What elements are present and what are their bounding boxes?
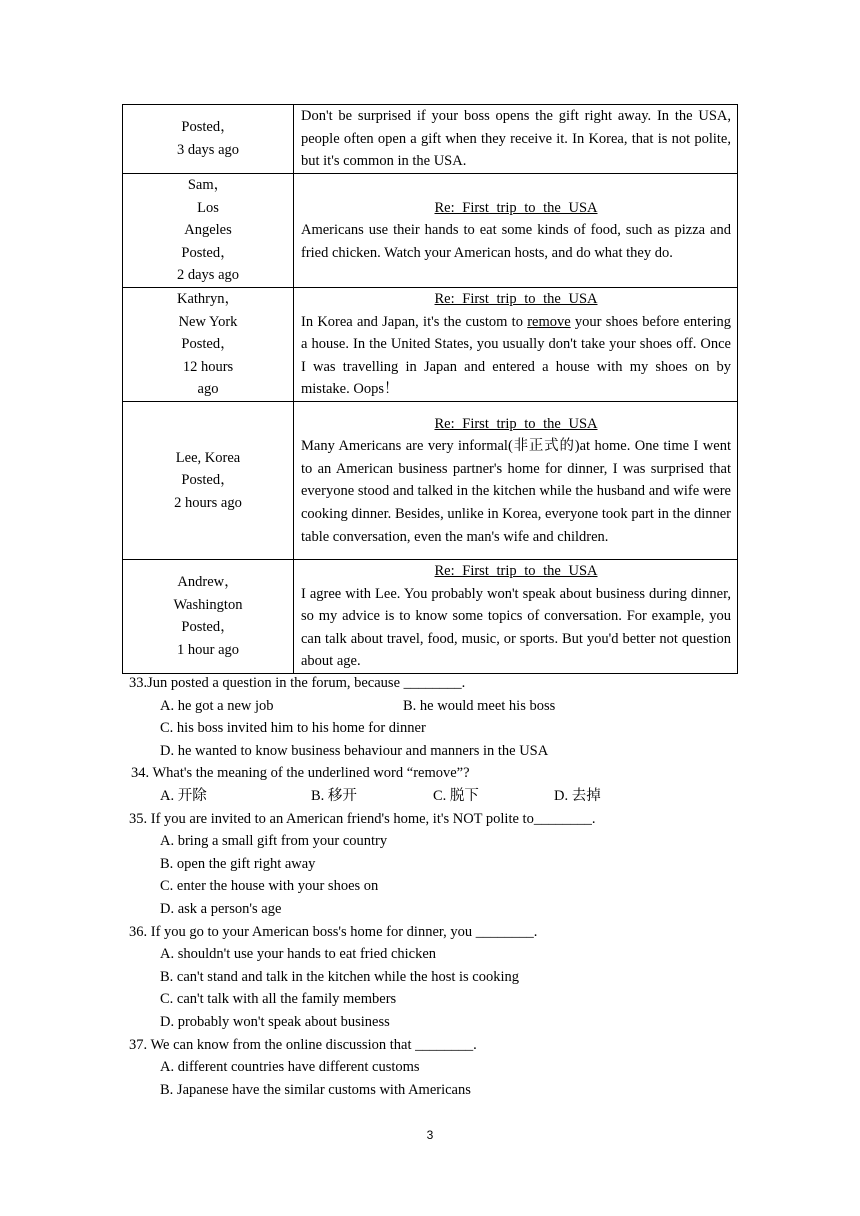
forum-post-row (123, 401, 738, 559)
post-author (123, 401, 294, 559)
option-d: D. he wanted to know business behaviour and manners in the USA (160, 742, 549, 759)
author-line: Posted， (181, 619, 235, 636)
post-text (301, 311, 731, 401)
author-line: 12 hours (182, 358, 234, 375)
forum-post-row (123, 174, 738, 288)
option-a: A. shouldn't use your hands to eat fried chicken (160, 946, 437, 963)
option-b: B. he would meet his boss (403, 697, 556, 714)
option-row (129, 695, 749, 718)
option-c: C. can't talk with all the family members (160, 991, 397, 1008)
post-author (123, 174, 294, 288)
reply-title: Re: First trip to the USA (434, 415, 598, 432)
option-row (129, 785, 749, 808)
author-line: Washington (173, 596, 243, 613)
forum-post-row (123, 287, 738, 401)
author-line: Los (197, 199, 219, 216)
post-text-part: In Korea and Japan, it's the custom to (301, 313, 528, 330)
post-author (123, 287, 294, 401)
post-message (294, 559, 738, 673)
forum-table (122, 104, 738, 674)
author-line: Posted， (181, 336, 235, 353)
author-line: Posted， (181, 119, 235, 136)
author-line: Lee, Korea (175, 449, 241, 466)
author-line: Posted， (181, 472, 235, 489)
author-line: Andrew， (177, 574, 239, 591)
question-stem: 37. We can know from the online discussion that ________. (129, 1036, 477, 1053)
author-line: ago (197, 381, 219, 398)
author-line: 2 hours ago (174, 494, 242, 511)
author-line: 2 days ago (176, 267, 239, 284)
author-line: Angeles (184, 222, 232, 239)
page-number: 3 (426, 1128, 434, 1142)
post-text: I agree with Lee. You probably won't speak about business during dinner, so my advice is to know some topics of conversation. For example, you can talk about travel, food, music, or sports. But you'd better not question about age. (301, 585, 731, 670)
option-b: B. open the gift right away (160, 855, 316, 872)
question-stem: 35. If you are invited to an American friend's home, it's NOT polite to________. (129, 810, 596, 827)
author-line: New York (178, 313, 238, 330)
forum-post-row (123, 105, 738, 174)
option-d: D. 去掉 (554, 787, 601, 804)
post-author (123, 105, 294, 174)
post-text-part: your shoes before entering a house. In the United States, you usually don't take your shoes off. Once I was travelling in Japan and entered a house with my shoes on by mistake. Oops！ (301, 313, 731, 398)
post-text: Many Americans are very informal(非正式的)at home. One time I went to an American business partner's home for dinner, I was surprised that everyone stood and talked in the kitchen while the husband and wife were cooking dinner. Besides, unlike in Korea, everyone took part in the dinner table conversation, even the man's wife and children. (301, 438, 731, 545)
post-author (123, 559, 294, 673)
forum-post-row (123, 559, 738, 673)
option-b: B. Japanese have the similar customs with Americans (160, 1081, 471, 1098)
post-message (294, 174, 738, 288)
question-stem: 36. If you go to your American boss's home for dinner, you ________. (129, 923, 538, 940)
option-a: A. he got a new job (160, 697, 274, 714)
author-line: Posted， (181, 244, 235, 261)
option-a: A. 开除 (160, 787, 207, 804)
post-text: Don't be surprised if your boss opens the gift right away. In the USA, people often open a gift when they receive it. In Korea, that is not polite, but it's common in the USA. (301, 108, 731, 170)
option-c: C. enter the house with your shoes on (160, 878, 379, 895)
post-message (294, 105, 738, 174)
underlined-word: remove (527, 313, 571, 330)
author-line: Kathryn， (176, 290, 239, 307)
option-b: B. 移开 (311, 787, 357, 804)
reply-title: Re: First trip to the USA (434, 290, 598, 307)
option-a: A. different countries have different customs (160, 1059, 420, 1076)
reply-title: Re: First trip to the USA (434, 199, 598, 216)
option-d: D. ask a person's age (160, 900, 282, 917)
author-line: Sam， (187, 177, 229, 193)
option-c: C. 脱下 (433, 787, 479, 804)
questions-section (129, 672, 749, 1101)
author-line: 3 days ago (176, 142, 239, 158)
option-c: C. his boss invited him to his home for dinner (160, 720, 426, 737)
author-line: 1 hour ago (176, 642, 239, 659)
post-message (294, 401, 738, 559)
option-a: A. bring a small gift from your country (160, 833, 388, 850)
question-stem: 34. What's the meaning of the underlined word “remove”? (131, 765, 470, 782)
option-d: D. probably won't speak about business (160, 1013, 390, 1030)
post-text: Americans use their hands to eat some kinds of food, such as pizza and fried chicken. Watch your American hosts, and do what they do. (301, 222, 731, 261)
question-stem: 33.Jun posted a question in the forum, because ________. (129, 675, 466, 691)
reply-title: Re: First trip to the USA (434, 562, 598, 579)
post-message (294, 287, 738, 401)
option-b: B. can't stand and talk in the kitchen while the host is cooking (160, 968, 520, 985)
